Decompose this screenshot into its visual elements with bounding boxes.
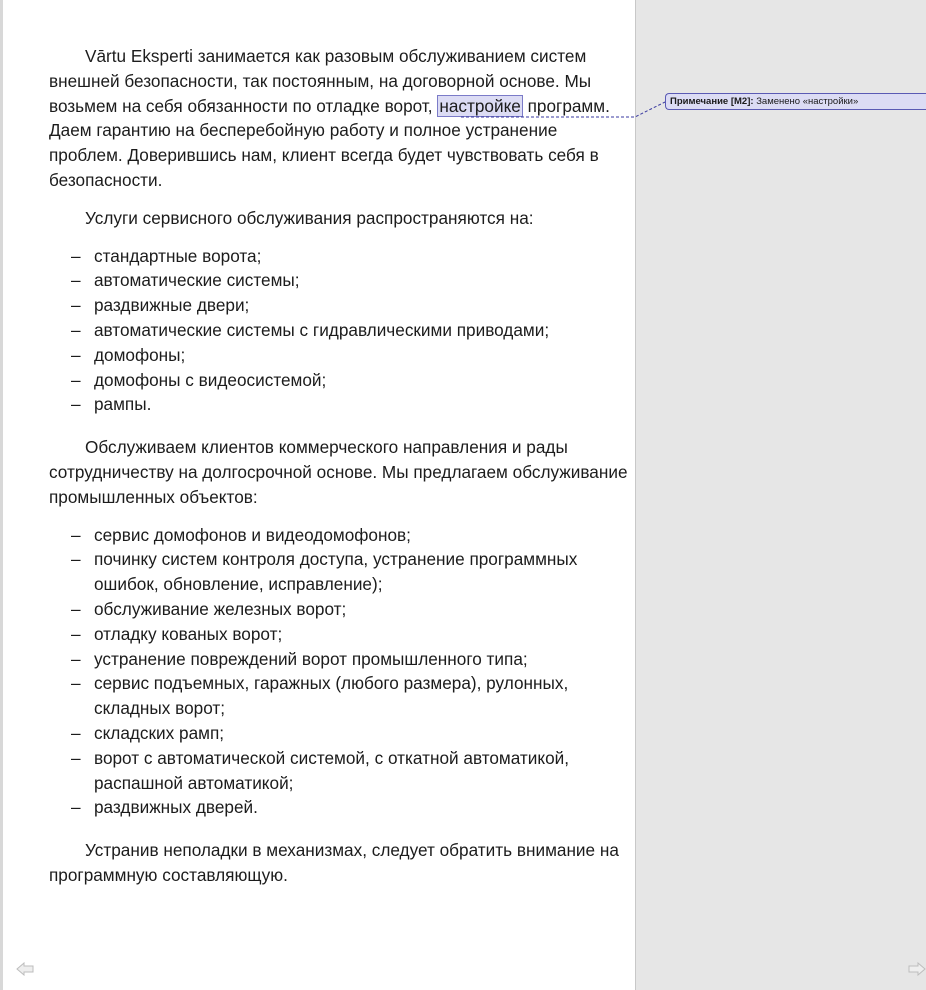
list-item xyxy=(49,647,631,672)
list-bullet-dash: – xyxy=(71,673,81,694)
list-item xyxy=(49,597,631,622)
list-item-text: починку систем контроля доступа, устранение программных ошибок, обновление, исправление); xyxy=(94,549,578,595)
paragraph-commercial: Обслуживаем клиентов коммерческого направления и рады сотрудничеству на долгосрочной основе. Мы предлагаем обслуживание промышленных объектов: xyxy=(49,437,628,507)
list-item xyxy=(49,244,631,269)
list-item xyxy=(49,268,631,293)
paragraph-intro-text-after: программ. Даем гарантию на бесперебойную работу и полное устранение проблем. Доверившись нам, клиент всегда будет чувствовать себя в безопасности. xyxy=(49,95,610,190)
list-item xyxy=(49,547,631,597)
list-bullet-dash: – xyxy=(71,648,81,669)
list-item xyxy=(49,392,631,417)
document-body[interactable] xyxy=(49,44,631,888)
list-item xyxy=(49,368,631,393)
page-left-edge xyxy=(0,0,3,990)
paragraph-intro xyxy=(49,44,631,193)
comment-label: Примечание [M2]: xyxy=(670,96,754,107)
list-bullet-dash: – xyxy=(71,722,81,743)
list-bullet-dash: – xyxy=(71,747,81,768)
comment-text: Заменено «настройки» xyxy=(756,96,859,107)
list-item xyxy=(49,746,631,796)
paragraph-intro-text-before: Vārtu Eksperti занимается как разовым обслуживанием систем внешней безопасности, так постоянным, на договорной основе. Мы возьмем на себя обязанности по отладке ворот, xyxy=(49,46,592,116)
list-bullet-dash: – xyxy=(71,598,81,619)
comment-margin-pane xyxy=(635,0,926,990)
list-bullet-dash: – xyxy=(71,295,81,316)
list-bullet-dash: – xyxy=(71,394,81,415)
commented-word-highlight[interactable]: настройке xyxy=(439,95,521,116)
left-arrow-icon[interactable] xyxy=(16,962,34,976)
list-item xyxy=(49,795,631,820)
list-item-text: раздвижные двери; xyxy=(94,295,250,316)
list-item-text: раздвижных дверей. xyxy=(94,797,258,818)
list-bullet-dash: – xyxy=(71,524,81,545)
list-bullet-dash: – xyxy=(71,369,81,390)
list-item xyxy=(49,671,631,721)
list-bullet-dash: – xyxy=(71,344,81,365)
list-bullet-dash: – xyxy=(71,797,81,818)
list-bullet-dash: – xyxy=(71,623,81,644)
list-item xyxy=(49,523,631,548)
list-item-text: складских рамп; xyxy=(94,722,225,743)
list-item-text: сервис подъемных, гаражных (любого размера), рулонных, складных ворот; xyxy=(94,673,569,719)
industrial-services-list xyxy=(49,523,631,821)
list-item xyxy=(49,721,631,746)
list-item-text: домофоны с видеосистемой; xyxy=(94,369,327,390)
list-bullet-dash: – xyxy=(71,270,81,291)
list-item-text: сервис домофонов и видеодомофонов; xyxy=(94,524,411,545)
list-item-text: автоматические системы с гидравлическими приводами; xyxy=(94,319,550,340)
right-arrow-icon[interactable] xyxy=(908,962,926,976)
list-item-text: обслуживание железных ворот; xyxy=(94,598,347,619)
list-item-text: ворот с автоматической системой, с откатной автоматикой, распашной автоматикой; xyxy=(94,747,570,793)
list-bullet-dash: – xyxy=(71,549,81,570)
list-item-text: автоматические системы; xyxy=(94,270,300,291)
list-item xyxy=(49,622,631,647)
paragraph-closing: Устранив неполадки в механизмах, следует обратить внимание на программную составляющую. xyxy=(49,840,619,885)
list-bullet-dash: – xyxy=(71,319,81,340)
services-list xyxy=(49,244,631,418)
list-item-text: домофоны; xyxy=(94,344,186,365)
list-item xyxy=(49,293,631,318)
comment-balloon[interactable] xyxy=(665,93,926,110)
list-item xyxy=(49,343,631,368)
list-item-text: стандартные ворота; xyxy=(94,245,262,266)
list-item-text: устранение повреждений ворот промышленного типа; xyxy=(94,648,528,669)
list-bullet-dash: – xyxy=(71,245,81,266)
paragraph-services-intro: Услуги сервисного обслуживания распространяются на: xyxy=(85,207,534,228)
list-item-text: отладку кованых ворот; xyxy=(94,623,283,644)
list-item xyxy=(49,318,631,343)
list-item-text: рампы. xyxy=(94,394,152,415)
